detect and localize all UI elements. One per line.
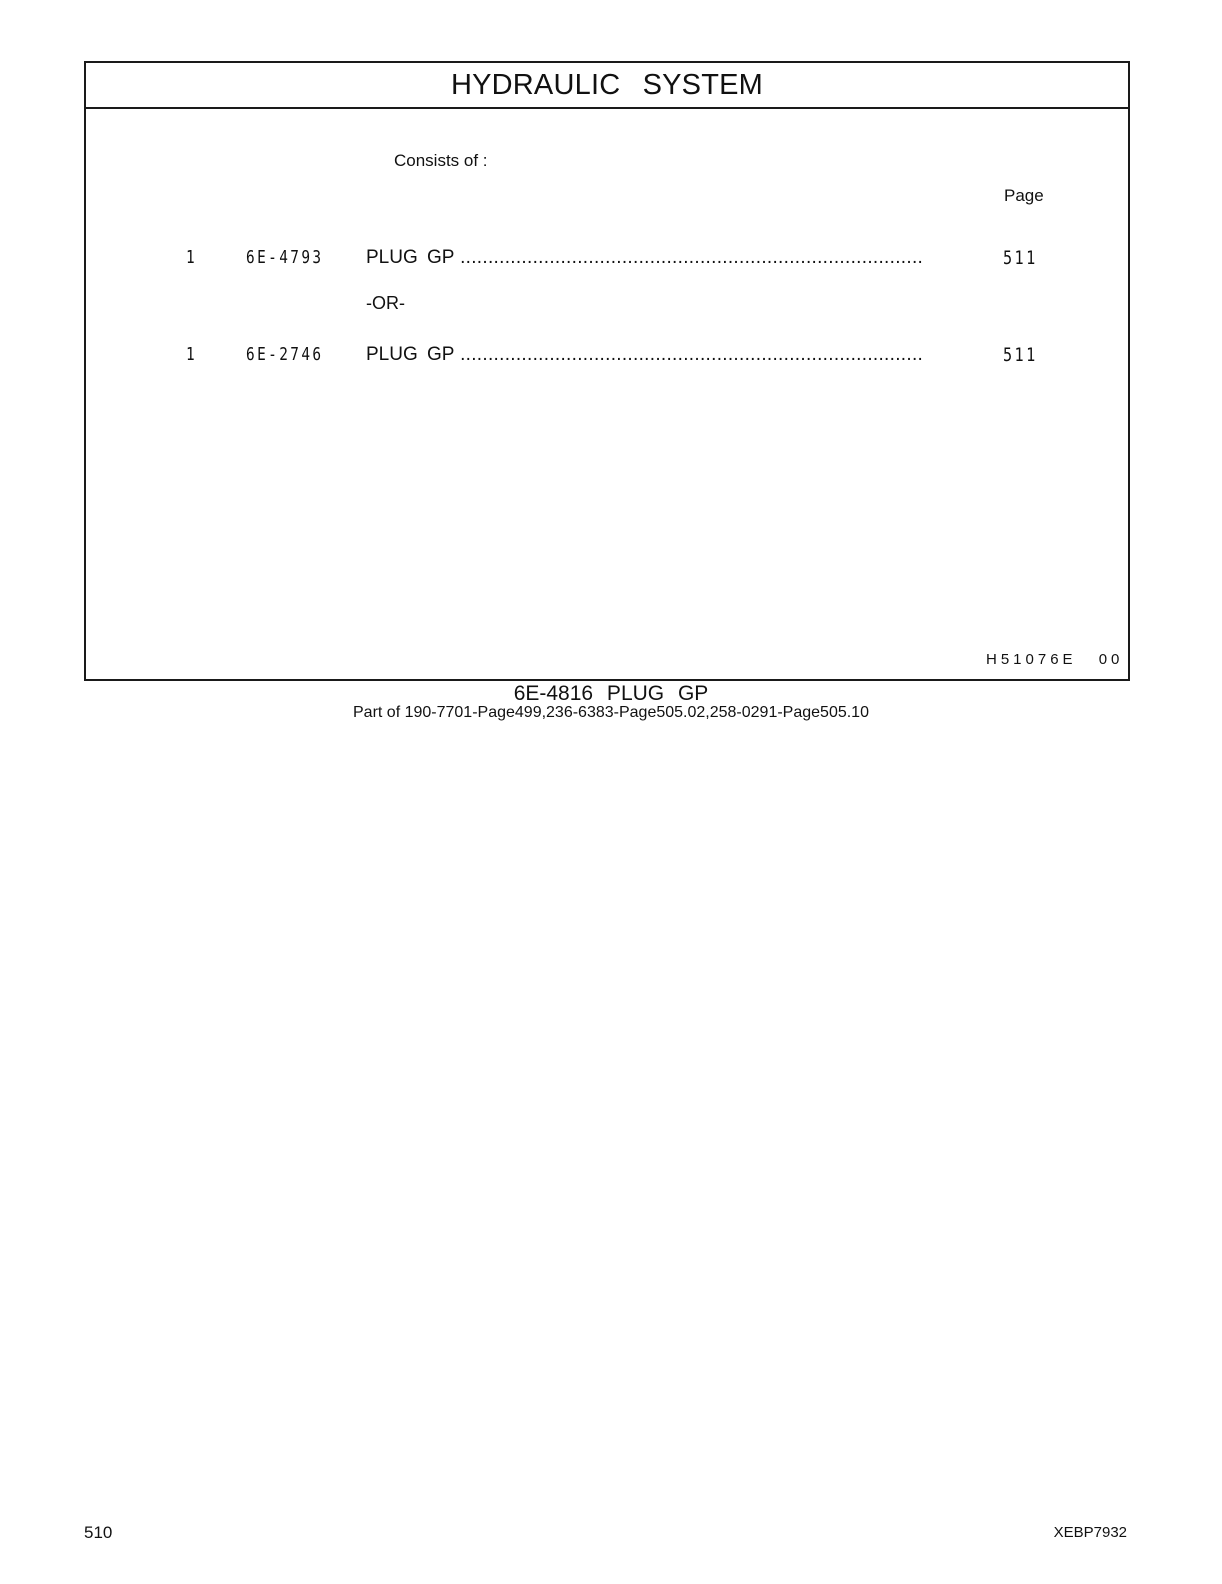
- item-name: PLUG GP .....: [366, 344, 923, 366]
- page-number: 510: [84, 1523, 113, 1542]
- page-column-header: Page: [1004, 186, 1044, 205]
- item-name: PLUG GP .....: [366, 247, 923, 269]
- parts-list-frame: [84, 61, 1130, 681]
- item-quantity: 1: [186, 344, 195, 365]
- item-part-number: 6E-4793: [246, 247, 324, 268]
- consists-of-label: Consists of :: [394, 151, 488, 170]
- parts-list-row: [86, 344, 1128, 368]
- group-title: 6E-4816 PLUG GP: [513, 682, 709, 705]
- item-quantity: 1: [186, 247, 195, 268]
- parts-list-row: [86, 247, 1128, 271]
- illustration-code: H51076E 00: [986, 651, 1124, 668]
- section-title: HYDRAULIC SYSTEM: [450, 69, 764, 101]
- document-id: XEBP7932: [1053, 1524, 1127, 1541]
- frame-header: [86, 63, 1128, 109]
- part-of-reference: Part of 190-7701-Page499,236-6383-Page505.02,258-0291-Page505.10: [353, 704, 869, 721]
- or-separator: -OR-: [366, 293, 405, 313]
- item-page-reference: 511: [1003, 344, 1038, 366]
- item-part-number: 6E-2746: [246, 344, 324, 365]
- item-page-reference: 511: [1003, 247, 1038, 269]
